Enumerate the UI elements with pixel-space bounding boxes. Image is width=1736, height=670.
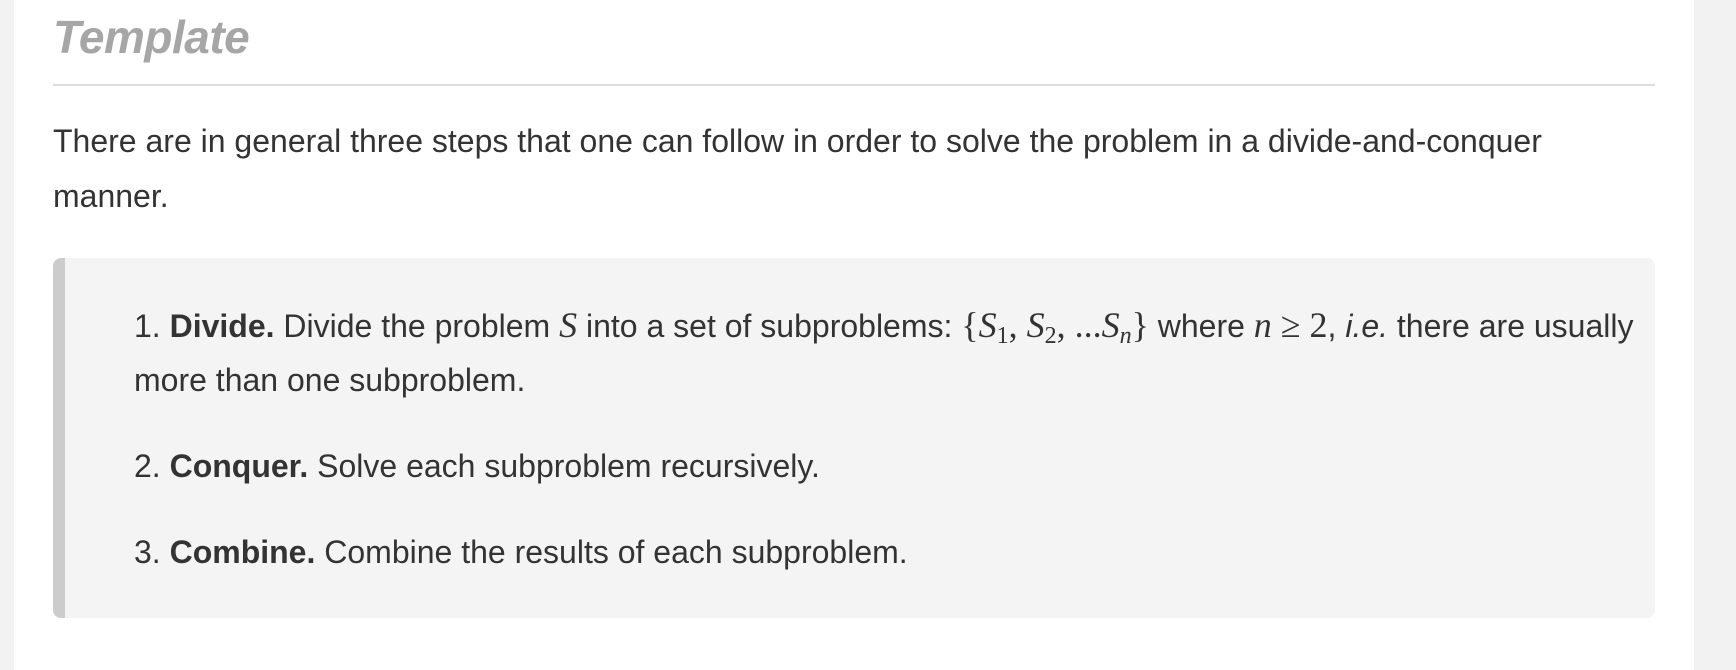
step-number: 2.	[134, 448, 161, 484]
step-text: where	[1148, 308, 1254, 344]
intro-paragraph: There are in general three steps that one can follow in order to solve the problem in a divide-and-conquer manner.	[53, 123, 1542, 214]
step-text: ,	[1327, 308, 1346, 344]
step-text: Divide the problem	[274, 308, 560, 344]
article-content	[53, 0, 1655, 570]
step-text: there are usually more than one subproblem.	[134, 308, 1634, 398]
step-conquer	[134, 439, 1634, 493]
steps-list	[134, 298, 1634, 611]
page	[14, 0, 1694, 670]
step-title: Combine.	[169, 534, 316, 570]
step-combine	[134, 525, 1634, 579]
step-text: Solve each subproblem recursively.	[308, 448, 820, 484]
step-title: Conquer.	[169, 448, 309, 484]
section-title: Template	[53, 0, 1655, 86]
steps-blockquote	[53, 258, 1655, 618]
step-title: Divide.	[169, 308, 275, 344]
step-text: Combine the results of each subproblem.	[315, 534, 908, 570]
math-variable-s: S	[559, 305, 578, 345]
step-number: 3.	[134, 534, 161, 570]
ie-abbrev: i.e.	[1345, 308, 1389, 344]
step-number: 1.	[134, 308, 161, 344]
math-condition: n ≥ 2	[1253, 305, 1328, 345]
math-subproblem-set: {$S_1$, $S_2$, $...S_n$}	[961, 305, 1149, 349]
step-divide	[134, 298, 1634, 407]
step-text: into a set of subproblems:	[577, 308, 962, 344]
